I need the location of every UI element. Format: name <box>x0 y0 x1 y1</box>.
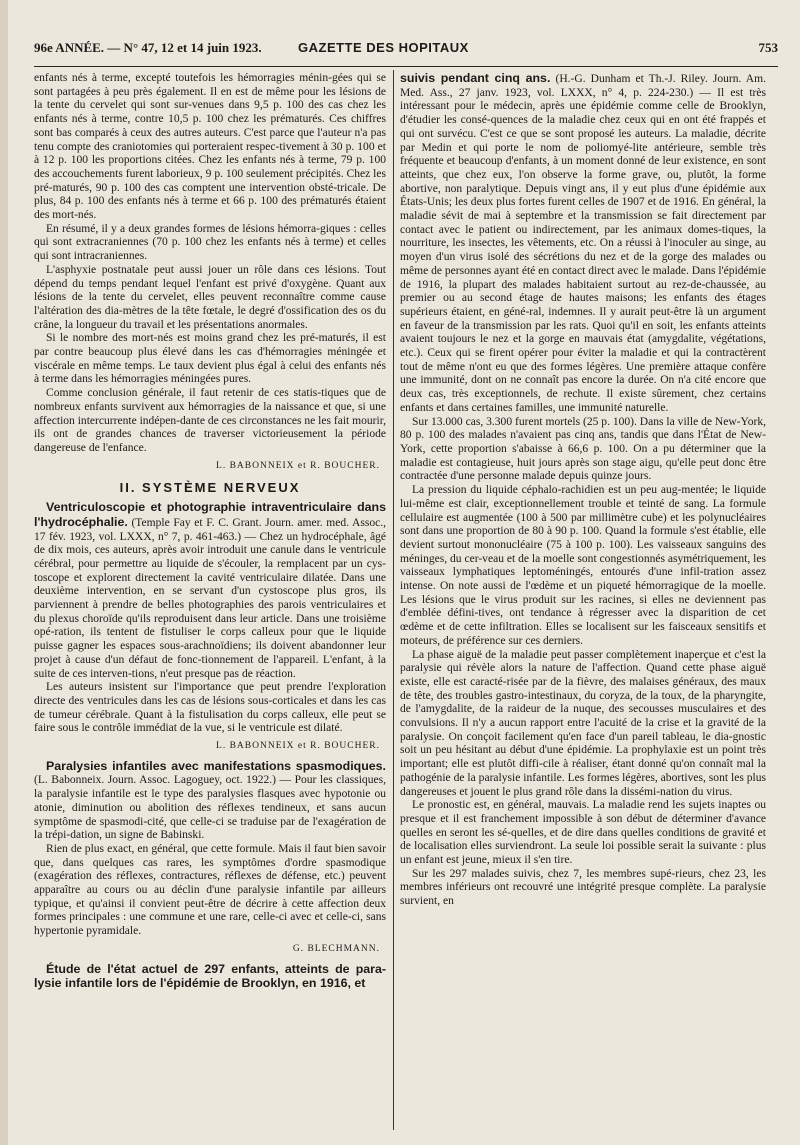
header-rule <box>34 66 778 67</box>
article-reference: (L. Babonneix. Journ. Assoc. Lagoguey, oct. 1922.) — <box>34 774 292 787</box>
article-heading <box>34 501 386 681</box>
section-heading: II. SYSTÈME NERVEUX <box>119 480 301 496</box>
paragraph: La pression du liquide céphalo-rachidien est un peu aug-mentée; le liquide lui-même est clair, exceptionnellement trouble et teinté de sang. La formule cellulaire est augmentée (100 à 500 par millimètre cube) et les polynucléaires sont dans une proportion de 80 à 90 p. 100. Quand la formule s'est établie, elle devient surtout mononucléaire (75 à 100 p. 100). Les vaisseaux sanguins des méninges, du cer-veau et de la moelle sont congestionnés asymétriquement, les vaisseaux lymphatiques leptoméningés, entourés d'une infil-tration assez intense. On note aussi de l'œdème et un piqueté hémorragique de la moelle. Les lésions que le virus produit sur les racines, si elles ne deviennent pas d'emblée défini-tives, ont tendance à régresser avec la disparition de cet œdème et de cette infiltration. Elles se localisent sur les faisceaux sensitifs et moteurs, de préférence sur ces derniers. <box>400 484 766 647</box>
paragraph: Les auteurs insistent sur l'importance que peut prendre l'exploration directe des ventricules dans les cas de lésions sous-corticales et dans les cas de tumeur cérébrale. Quant à la fistulisation du corps calleux, elle peut se faire sous le contrôle immédiat de la vue, si le ventricule est dilaté. <box>34 681 386 735</box>
paragraph: Comme conclusion générale, il faut retenir de ces statis-tiques que de nombreux enfants survivent aux hémorragies de la naissance et que, si une affection intercurrente indépen-dante de ces circonstances ne les fait mourir, ils ont de grandes chances de traverser victorieusement la période dangereuse de l'enfance. <box>34 387 386 454</box>
page-number: 753 <box>758 40 778 55</box>
article-title: Paralysies infantiles avec manifestations spasmodiques. <box>46 758 386 773</box>
left-column <box>34 72 386 992</box>
article-heading <box>34 760 386 843</box>
paragraph: Rien de plus exact, en général, que cette formule. Mais il faut bien savoir que, dans quelques cas rares, les symptômes d'ordre spasmodique (exagération des réflexes, contractures, réflexes de défense, etc.) peuvent apparaître au cours ou au déclin d'une paralysie infantile par ailleurs typique, et qu'ainsi il convient peut-être de décrire à cette affection deux formes principales : une commune et une rare, celle-ci avec et celle-ci, sans hypertonie pyramidale. <box>34 842 386 938</box>
journal-title: GAZETTE DES HOPITAUX <box>298 40 469 55</box>
paragraph: enfants nés à terme, excepté toutefois les hémorragies ménin-gées qui se sont partagées à peu près également. Il en est de même pour les lésions de la tente du cervelet qui sont sur-venues dans 9,5 p. 100 des cas chez les enfants nés à terme, contre 10,5 p. 100 chez les prématurés. Ces chiffres sont bas comparés à ceux des autres auteurs. C'est parce que l'auteur n'a pas tenu compte des craniotomies qui porteraient respec-tivement à 30 p. 100 et à 12 p. 100 les proportions citées. Chez les enfants nés à terme, 79 p. 100 des accouchements furent laborieux, 9 p. 100 seulement précipités. Chez les pré-maturés, 90 p. 100 des cas comptent une intervention obsté-tricale. De plus, 84 p. 100 des enfants nés à terme et 66 p. 100 des prématurés étaient des mort-nés. <box>34 72 386 222</box>
article-reference: (Temple Fay et F. C. Grant. Journ. amer. med. Assoc., 17 fév. 1923, vol. LXXX, n° 7, p. 461-463.) — <box>34 516 386 543</box>
page-binding-edge <box>0 0 8 1145</box>
article-title: Étude de l'état actuel de 297 enfants, atteints de para-lysie infantile lors de l'épidémie de Brooklyn, en 1916, et <box>34 961 386 991</box>
paragraph: Si le nombre des mort-nés est moins grand chez les pré-maturés, il est par contre beaucoup plus élevé dans les cas d'hémorragies méningée et viscérale en même temps. Le taux devient plus égal à celui des enfants nés à terme dans les hémorragies méningées pures. <box>34 332 386 386</box>
paragraph: Sur les 297 malades suivis, chez 7, les membres supé-rieurs, chez 23, les membres inférieurs ont recouvré une intégrité presque complète. La paralysie survient, en <box>400 867 766 908</box>
column-divider <box>393 70 394 1130</box>
article-continuation <box>400 72 766 416</box>
paragraph: En résumé, il y a deux grandes formes de lésions hémorra-giques : celles qui sont extracraniennes (70 p. 100 chez les enfants nés à terme) et celles qui sont intracraniennes. <box>34 222 386 263</box>
paragraph: La phase aiguë de la maladie peut passer complètement inaperçue et c'est la paralysie qui révèle alors la nature de l'affection. Quand cette phase aiguë existe, elle est caracté-risée par de la fièvre, des malaises généraux, des maux de tête, des troubles gastro-intestinaux, du coryza, de la toux, de la pharyngite, de l'amygdalite, de la raideur de la nuque, des secousses musculaires et des convulsions. Il n'y a aucun rapport entre l'acuité de la crise et la gravité de la paralysie. On conçoit facilement qu'en face d'un pareil tableau, le dia-gnostic soit un peu hésitant au début d'une épidémie. La prophylaxie est un point très important; elle est plutôt diffi-cile à réaliser, étant donné qu'on connaît mal la pathogénie de la paralysie infantile. Les formes légères, abortives, sont les plus dangereuses et jouent le plus grand rôle dans la dissémi-nation du virus. <box>400 648 766 798</box>
paragraph: Sur 13.000 cas, 3.300 furent mortels (25 p. 100). Dans la ville de New-York, 80 p. 100 des malades n'avaient pas cinq ans, tandis que dans l'État de New-York, cette proportion s'abaisse à 66,6 p. 100. On a pu déterminer que la maladie est contagieuse, huit jours après son stage aigu, qu'elle peut donc être contractée d'une personne malade depuis quinze jours. <box>400 415 766 483</box>
paragraph: L'asphyxie postnatale peut aussi jouer un rôle dans ces lésions. Tout dépend du temps pendant lequel l'enfant est privé d'oxygène. Quant aux lésions de la tente du cervelet, elles peuvent reconnaître comme cause l'altération des dia-mètres de la tête fœtale, le degré d'ossification des os du crâne, la longueur du travail et les présentations anormales. <box>34 263 386 331</box>
issue-info: 96e ANNÉE. — N° 47, 12 et 14 juin 1923. <box>34 40 262 55</box>
article-text: (H.-G. Dunham et Th.-J. Riley. Journ. Am. Med. Ass., 27 janv. 1923, vol. LXXX, n° 4, p. 224-230.) — Il est très intéressant pour le médecin, après une épidémie comme celle de Brooklyn, d'étudier les consé-quences de la maladie chez ceux qui en ont été frappés et qui ont survécu. C'est ce que se sont proposé les auteurs. La maladie, décrite par Medin et qui porte le nom de poliomyé-lite antérieure, semble très fréquente et beaucoup d'enfants, à un moment donné de leur existence, en sont atteints, que chez eux, l'on observe la forme grave, ou, plutôt, la forme abortive, non paralytique. Depuis vingt ans, il y eut plus d'une épidémie aux États-Unis; les deux plus fortes furent celles de 1907 et de 1916. En général, la maladie sévit de mai à septembre et la transmission se fait directement par contact avec le patient ou indirectement, par les animaux domes-tiques, la nourriture, les insectes, les vêtements, etc. On a réussi à l'inoculer au singe, au moyen d'un virus isolé des sécrétions du nez et de la gorge des malades ou même de personnes ayant été en contact direct avec le malade. Dans l'épidémie de 1916, la plupart des malades habitaient surtout au rez-de-chaussée, au premier ou au second étage de hautes maisons; les enfants des étages supérieurs étaient, en géné-ral, indemnes. Il y aurait peut-être là un argument en faveur de la transmission par les rats. Quoi qu'il en soit, les enfants atteints avaient toujours le nez et la gorge en mauvais état (amygdalite, végétations, etc.). Ceux qui se firent opérer pour éviter la maladie et qui la contractèrent tout de même n'ont eu que des formes légères. Une première attaque confère une immunité, dont on ne connaît pas encore la durée. On n'a cité encore que deux cas, très exceptionnels, de rechute. Il existe sûrement, chez certains enfants et dans certaines familles, une immunité naturelle. <box>400 73 767 414</box>
article-title: Ventriculoscopie et photographie intraventriculaire dans l'hydrocéphalie. <box>34 500 386 529</box>
running-header <box>34 40 778 64</box>
article-text: Pour les classiques, la paralysie infantile est le type des paralysies flasques avec hypotonie ou atonie, diminution ou abolition des réflexes tendineux, et sans aucun symptôme de spasmodi-cité, que celle-ci se traduise par de l'exagération de la trépi-dation, un signe de Babinski. <box>34 774 386 842</box>
paragraph: Le pronostic est, en général, mauvais. La maladie rend les sujets inaptes ou presque et il est franchement impossible à son début de déterminer d'avance quelles en seront les sé-quelles, et de dire dans quelles conditions de gravité et de localisation elles surviendront. La seule loi possible serait la suivante : plus un enfant est jeune, mieux il s'en tire. <box>400 799 766 867</box>
article-text: Chez un hydrocéphale, âgé de dix mois, ces auteurs, après avoir introduit une canule dans le ventricule cérébral, pour permettre au liquide de s'écouler, la remplacent par un cys-toscope et explorent directement la cavité ventriculaire dilatée. Dans une deuxième intervention, en se servant d'un cystoscope plus gros, ils parviennent à prendre de belles photographies des parois ventriculaires et du plexus choroïde qu'ils reproduisent dans leur article. Dans une troisième opé-ration, ils tentent de fistuliser le corps calleux pour que le liquide puisse gagner les espaces sous-arachnoïdiens; ils doivent abandonner leur projet à cause d'un défaut de fonc-tionnement de l'appareil. L'enfant, à la suite de ces interven-tions, n'eut presque pas de réaction. <box>34 530 386 680</box>
author-signature: L. BABONNEIX et R. BOUCHER. <box>216 741 380 752</box>
right-column <box>400 72 766 909</box>
article-heading <box>34 963 386 992</box>
author-signature: L. BABONNEIX et R. BOUCHER. <box>216 460 380 471</box>
author-signature: G. BLECHMANN. <box>292 943 380 954</box>
article-title-continued: suivis pendant cinq ans. <box>400 71 551 85</box>
